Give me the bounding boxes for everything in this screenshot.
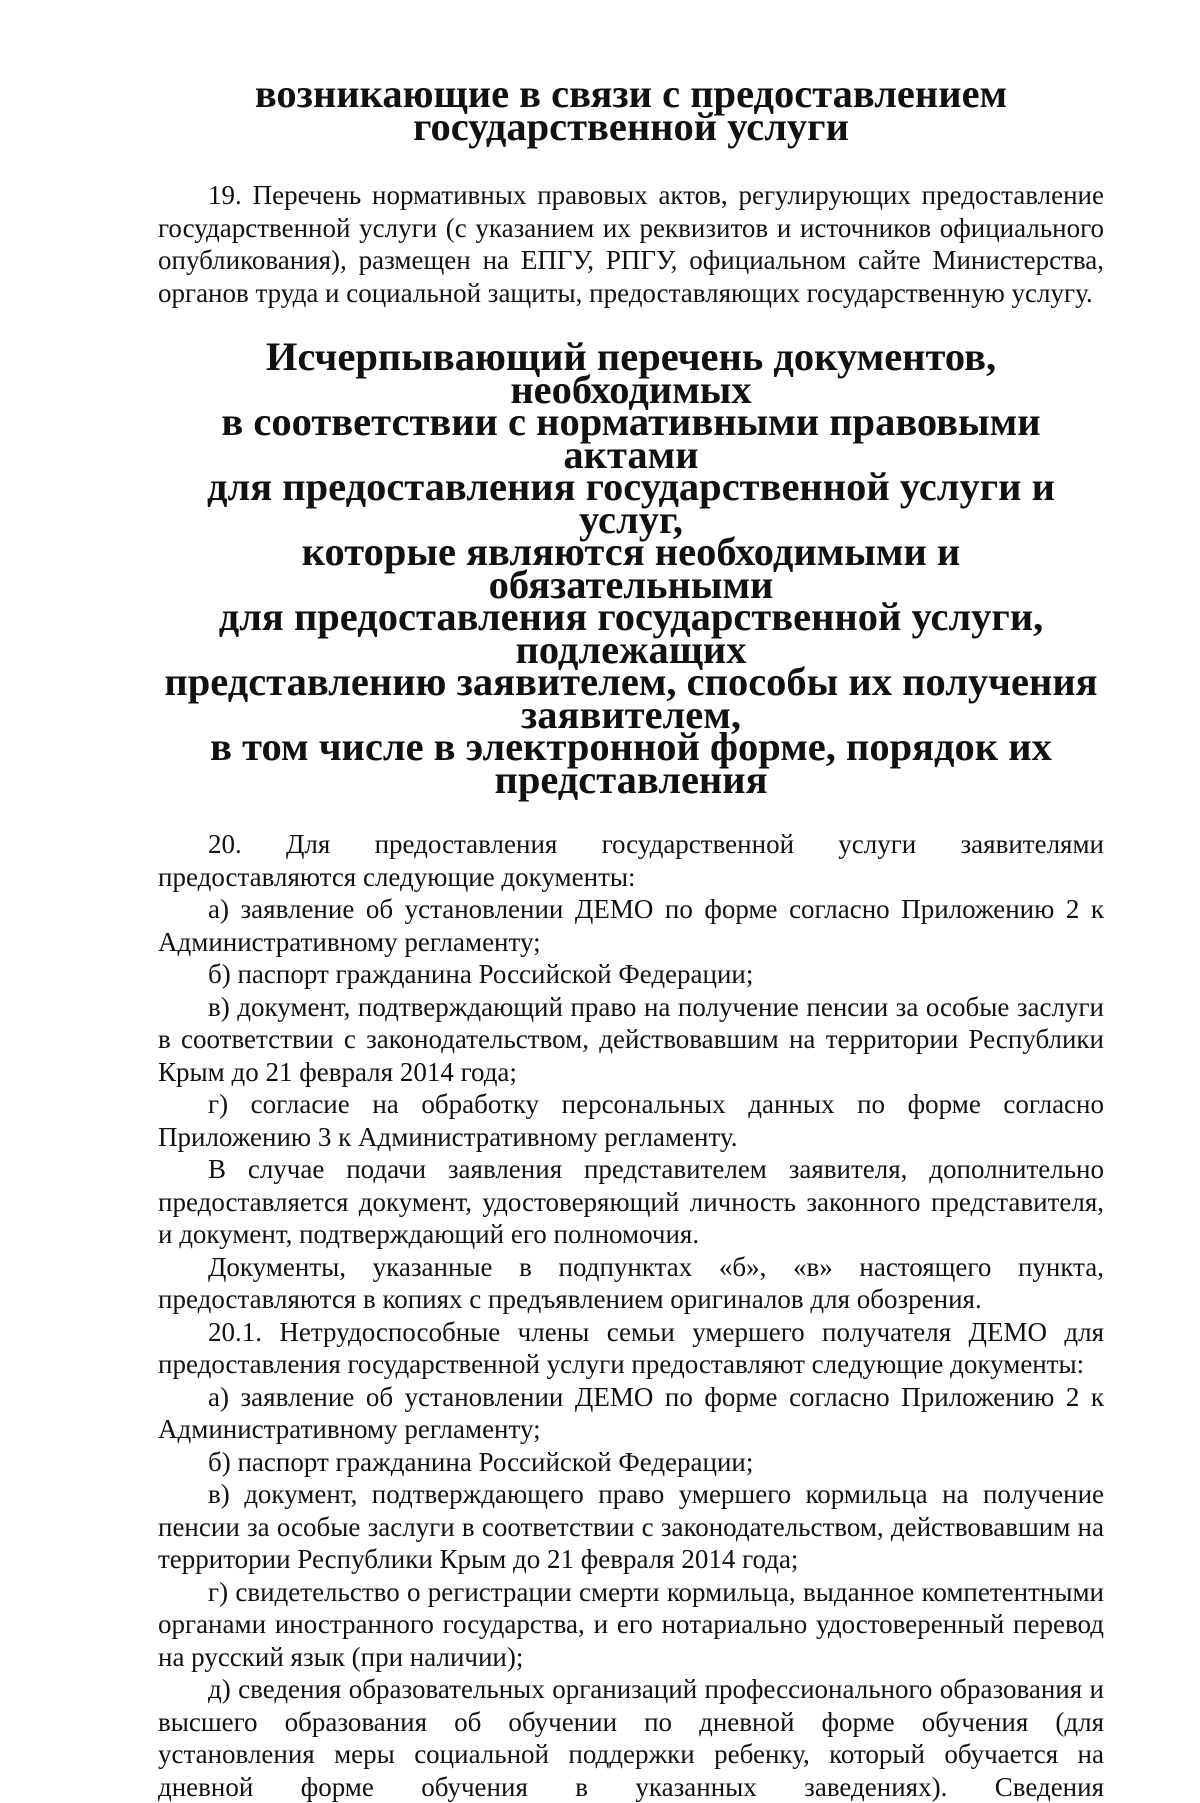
- section-heading: [158, 334, 1104, 802]
- paragraph-20-copies: Документы, указанные в подпунктах «б», «в» настоящего пункта, предоставляются в копиях с предъявлением оригиналов для обозрения.: [158, 1251, 1104, 1314]
- paragraph-20-1-item-b: б) паспорт гражданина Российской Федерации;: [208, 1446, 754, 1477]
- paragraph-20-item-g: г) согласие на обработку персональных данных по форме согласно Приложению 3 к Административному регламенту.: [158, 1089, 1104, 1152]
- paragraph-20-1: 20.1. Нетрудоспособные члены семьи умершего получателя ДЕМО для предоставления государственной услуги предоставляют следующие документы:: [158, 1316, 1104, 1379]
- section-heading-line-4: которые являются необходимыми и обязательными: [301, 529, 961, 607]
- document-page: [158, 71, 1104, 1803]
- paragraph-20-1-item-v: в) документ, подтверждающего право умершего кормильца на получение пенсии за особые заслуги в соответствии с законодательством, действовавшим на территории Республики Крым до 21 февраля 2014 года;: [158, 1479, 1104, 1574]
- paragraph-20-1-item-d: д) сведения образовательных организаций профессионального образования и высшего образования об обучении по дневной форме обучения (для установления меры социальной поддержки ребенку, который обучается на дневной форме обучения в указанных заведениях). Сведения: [158, 1674, 1104, 1802]
- paragraph-20-item-v: в) документ, подтверждающий право на получение пенсии за особые заслуги в соответствии с законодательством, действовавшим на территории Республики Крым до 21 февраля 2014 года;: [158, 991, 1104, 1087]
- paragraph-20-1-item-a: а) заявление об установлении ДЕМО по форме согласно Приложению 2 к Административному регламенту;: [158, 1381, 1104, 1444]
- paragraph-20-item-a: а) заявление об установлении ДЕМО по форме согласно Приложению 2 к Административному регламенту;: [158, 894, 1104, 957]
- section-heading-line-3: для предоставления государственной услуги и услуг,: [207, 464, 1055, 542]
- section-heading-line-1: Исчерпывающий перечень документов, необходимых: [265, 334, 997, 412]
- paragraph-20-item-b: б) паспорт гражданина Российской Федерации;: [208, 959, 754, 989]
- paragraph-20-1-item-g: г) свидетельство о регистрации смерти кормильца, выданное компетентными органами иностранного государства, и его нотариально удостоверенный перевод на русский язык (при наличии);: [158, 1576, 1104, 1672]
- top-heading: возникающие в связи с предоставлением государственной услуги: [254, 71, 1008, 149]
- section-heading-line-6: представлению заявителем, способы их получения заявителем,: [164, 659, 1098, 737]
- paragraph-20: 20. Для предоставления государственной услуги заявителями предоставляются следующие документы:: [158, 829, 1104, 892]
- paragraph-20-representative: В случае подачи заявления представителем заявителя, дополнительно предоставляется документ, удостоверяющий личность законного представителя, и документ, подтверждающий его полномочия.: [158, 1154, 1104, 1249]
- section-heading-line-2: в соответствии с нормативными правовыми актами: [221, 399, 1041, 477]
- section-heading-line-5: для предоставления государственной услуги, подлежащих: [218, 594, 1044, 672]
- section-heading-line-7: в том числе в электронной форме, порядок их представления: [210, 724, 1052, 802]
- paragraph-19: 19. Перечень нормативных правовых актов, регулирующих предоставление государственной услуги (с указанием их реквизитов и источников официального опубликования), размещен на ЕПГУ, РПГУ, официальном сайте Министерства, органов труда и социальной защиты, предоставляющих государственную услугу.: [158, 180, 1104, 308]
